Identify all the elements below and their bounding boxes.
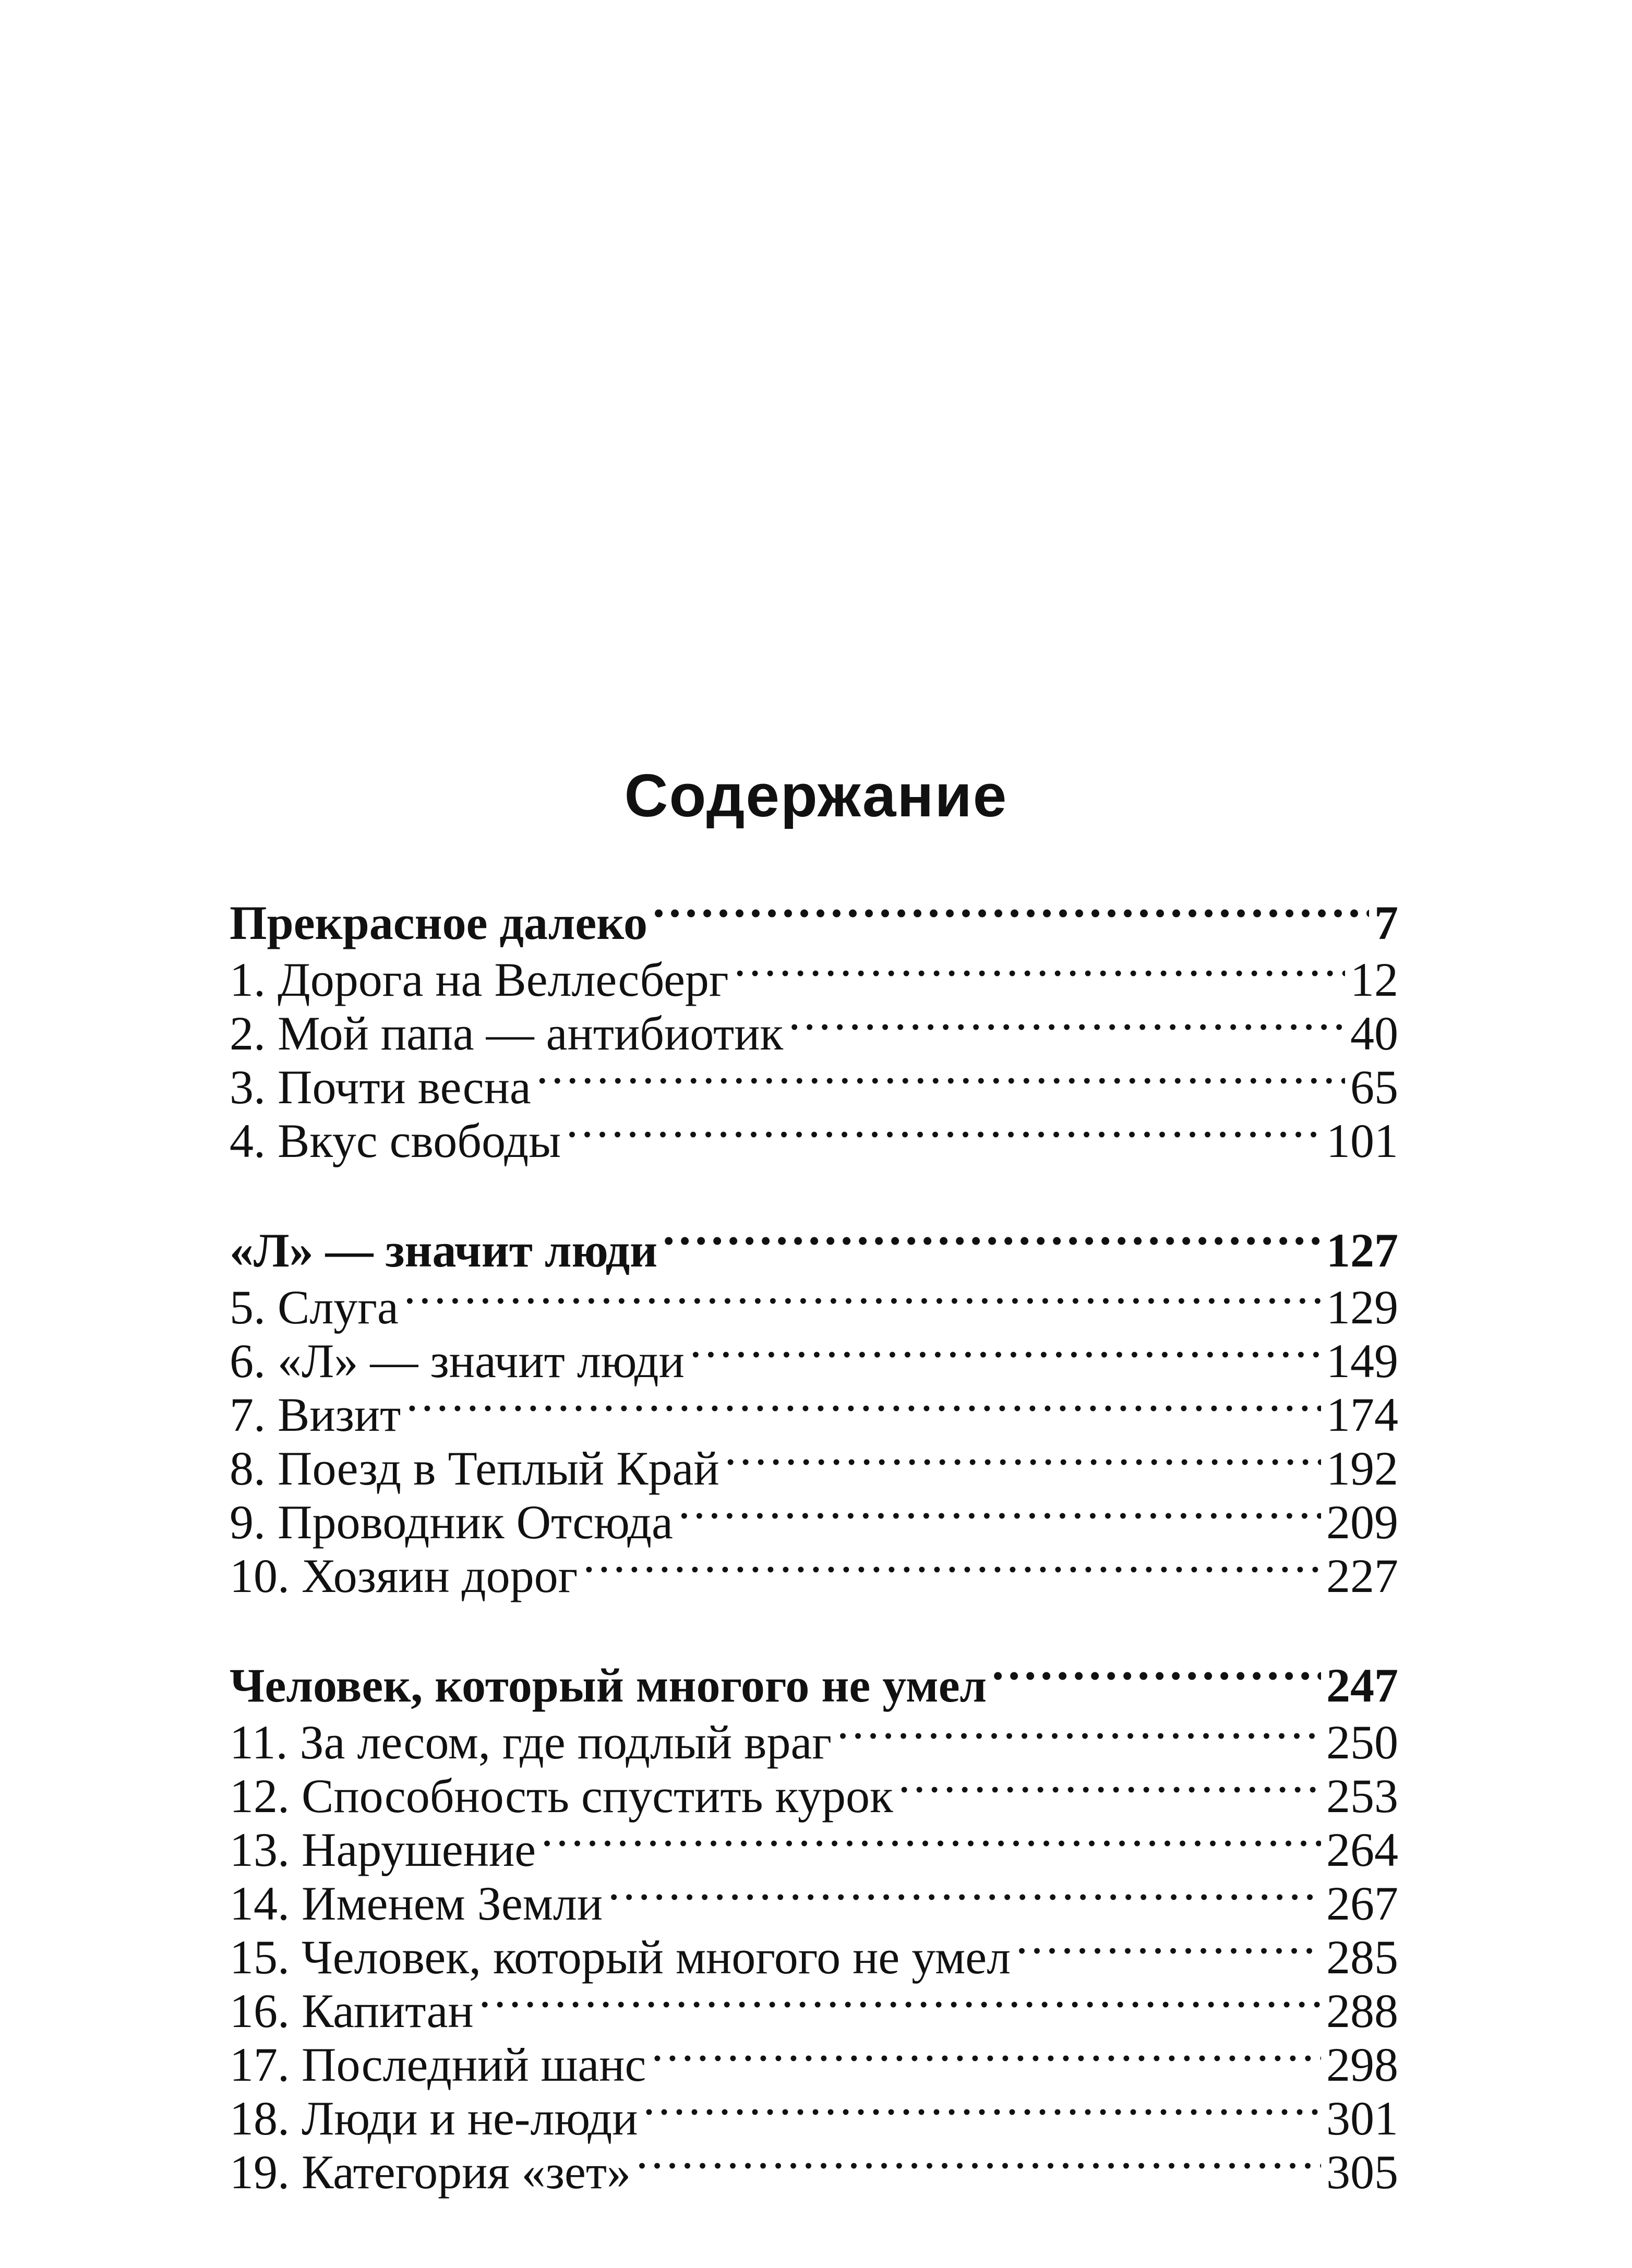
chapter-number: 2. [230, 1007, 266, 1060]
part-title: Прекрасное далеко [230, 896, 648, 949]
dot-leader [725, 1431, 1321, 1485]
dot-leader [479, 1973, 1321, 2027]
toc-part-2 [230, 1205, 1398, 1602]
page-number: 101 [1326, 1114, 1398, 1167]
chapter-number: 10. [230, 1549, 290, 1602]
chapter-number: 3. [230, 1060, 266, 1114]
dot-leader [406, 1377, 1321, 1431]
page-number: 65 [1350, 1060, 1398, 1114]
page-number: 264 [1326, 1823, 1398, 1876]
toc-entry [230, 1270, 1398, 1334]
dot-leader [992, 1640, 1321, 1702]
chapter-number: 1. [230, 953, 266, 1006]
chapter-number: 8. [230, 1442, 266, 1495]
dot-leader [678, 1485, 1321, 1538]
dot-leader [651, 2027, 1321, 2081]
page-number: 285 [1326, 1931, 1398, 1984]
page-number: 227 [1326, 1549, 1398, 1602]
page-number: 209 [1326, 1495, 1398, 1549]
dot-leader [734, 942, 1345, 996]
dot-leader [566, 1103, 1321, 1157]
toc-part-1 [230, 877, 1398, 1167]
chapter-number: 4. [230, 1114, 266, 1167]
chapter-title: Способность спустить курок [302, 1769, 893, 1823]
dot-leader [837, 1705, 1321, 1758]
page-number: 253 [1326, 1769, 1398, 1823]
page-number: 250 [1326, 1716, 1398, 1769]
toc-part-heading [230, 1640, 1398, 1712]
page-number: 7 [1374, 896, 1398, 949]
chapter-number: 5. [230, 1281, 266, 1334]
dot-leader [536, 1049, 1345, 1103]
chapter-title: Мой папа — антибиотик [278, 1007, 784, 1060]
dot-leader [643, 2081, 1321, 2134]
chapter-number: 17. [230, 2038, 290, 2091]
toc-part-heading [230, 877, 1398, 949]
chapter-number: 7. [230, 1388, 266, 1441]
page-number: 298 [1326, 2038, 1398, 2091]
chapter-title: Капитан [302, 1984, 474, 2037]
chapter-title: Хозяин дорог [302, 1549, 578, 1602]
chapter-number: 13. [230, 1823, 290, 1876]
chapter-title: Именем Земли [302, 1877, 603, 1930]
chapter-title: Проводник Отсюда [278, 1495, 673, 1549]
page-number: 129 [1326, 1281, 1398, 1334]
chapter-number: 11. [230, 1716, 288, 1769]
page-number: 301 [1326, 2092, 1398, 2145]
chapter-title: Категория «зет» [302, 2145, 631, 2199]
dot-leader [898, 1758, 1321, 1812]
chapter-number: 19. [230, 2145, 290, 2199]
page-number: 247 [1326, 1659, 1398, 1712]
chapter-title: Слуга [278, 1281, 399, 1334]
chapter-title: Люди и не-люди [302, 2092, 638, 2145]
chapter-title: Последний шанс [302, 2038, 646, 2091]
dot-leader [636, 2134, 1321, 2188]
page-number: 127 [1326, 1224, 1398, 1277]
page-title: Содержание [624, 762, 1008, 829]
chapter-title: За лесом, где подлый враг [299, 1716, 832, 1769]
part-title: Человек, который многого не умел [230, 1659, 987, 1712]
chapter-number: 16. [230, 1984, 290, 2037]
page-number: 267 [1326, 1877, 1398, 1930]
toc-part-3 [230, 1640, 1398, 2199]
chapter-title: Визит [278, 1388, 401, 1441]
table-of-contents [230, 877, 1398, 2203]
page-number: 288 [1326, 1984, 1398, 2037]
dot-leader [788, 996, 1345, 1049]
chapter-title: Поезд в Теплый Край [278, 1442, 719, 1495]
toc-entry [230, 1431, 1398, 1495]
page-number: 12 [1350, 953, 1398, 1006]
chapter-title: «Л» — значит люди [278, 1334, 685, 1388]
dot-leader [404, 1270, 1321, 1323]
chapter-title: Нарушение [302, 1823, 536, 1876]
dot-leader [541, 1812, 1321, 1866]
dot-leader [663, 1205, 1321, 1266]
chapter-title: Дорога на Веллесберг [278, 953, 729, 1006]
dot-leader [653, 877, 1369, 939]
dot-leader [1016, 1920, 1321, 1973]
dot-leader [583, 1538, 1321, 1592]
dot-leader [608, 1866, 1321, 1920]
page-number: 174 [1326, 1388, 1398, 1441]
part-title: «Л» — значит люди [230, 1224, 658, 1277]
toc-entry [230, 1323, 1398, 1388]
chapter-number: 6. [230, 1334, 266, 1388]
page-number: 305 [1326, 2145, 1398, 2199]
chapter-number: 12. [230, 1769, 290, 1823]
chapter-number: 14. [230, 1877, 290, 1930]
chapter-title: Почти весна [278, 1060, 531, 1114]
chapter-number: 15. [230, 1931, 290, 1984]
chapter-title: Человек, который многого не умел [302, 1931, 1011, 1984]
dot-leader [690, 1323, 1321, 1377]
page-number: 40 [1350, 1007, 1398, 1060]
page-number: 149 [1326, 1334, 1398, 1388]
toc-part-heading [230, 1205, 1398, 1277]
chapter-number: 9. [230, 1495, 266, 1549]
chapter-title: Вкус свободы [278, 1114, 561, 1167]
chapter-number: 18. [230, 2092, 290, 2145]
page-number: 192 [1326, 1442, 1398, 1495]
